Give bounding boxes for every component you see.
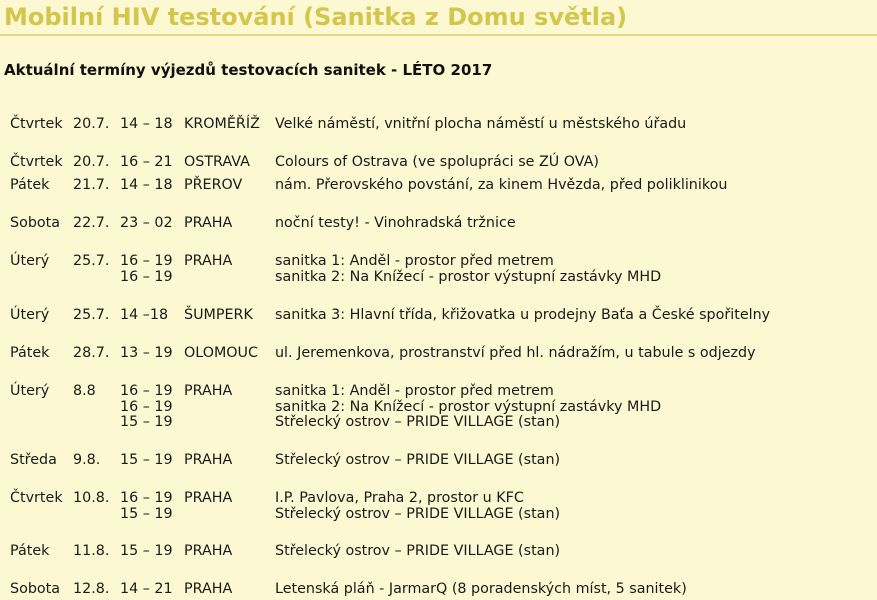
- city: OSTRAVA: [184, 154, 250, 170]
- time-range-line: 15 – 19: [120, 452, 173, 468]
- date: 8.8: [73, 383, 96, 399]
- date: 25.7.: [73, 253, 110, 269]
- time-range-line: 14 – 21: [120, 581, 173, 597]
- schedule-list: [10, 0, 877, 600]
- location-line: Střelecký ostrov – PRIDE VILLAGE (stan): [275, 452, 561, 468]
- weekday: Pátek: [10, 177, 50, 193]
- city: ŠUMPERK: [184, 307, 253, 323]
- location: [275, 453, 560, 469]
- time-range-line: 16 – 19: [120, 398, 173, 415]
- location-line: Střelecký ostrov – PRIDE VILLAGE (stan): [275, 543, 561, 559]
- location-line: ul. Jeremenkova, prostranství před hl. nádražím, u tabule s odjezdy: [275, 345, 756, 361]
- date: 9.8.: [73, 452, 101, 468]
- location-line: nám. Přerovského povstání, za kinem Hvězda, před poliklinikou: [275, 177, 728, 193]
- time-range-line: 16 – 21: [120, 154, 173, 170]
- location-line: Střelecký ostrov – PRIDE VILLAGE (stan): [275, 505, 561, 522]
- city: PRAHA: [184, 452, 233, 468]
- time-range: [120, 544, 173, 560]
- location-line: Colours of Ostrava (ve spolupráci se ZÚ OVA): [275, 154, 600, 170]
- location-line: sanitka 2: Na Knížecí - prostor výstupní zastávky MHD: [275, 398, 662, 415]
- location: [275, 216, 516, 232]
- location-line: sanitka 2: Na Knížecí - prostor výstupní zastávky MHD: [275, 268, 662, 285]
- location-line: noční testy! - Vinohradská tržnice: [275, 215, 516, 231]
- time-range-line: 14 – 18: [120, 177, 173, 193]
- location-line: Letenská pláň - JarmarQ (8 poradenských míst, 5 sanitek): [275, 581, 687, 597]
- time-range: [120, 491, 173, 522]
- city: PRAHA: [184, 543, 233, 559]
- weekday: Úterý: [10, 383, 50, 399]
- date: 20.7.: [73, 116, 110, 132]
- weekday: Čtvrtek: [10, 116, 63, 132]
- date: 11.8.: [73, 543, 110, 559]
- location-line: Velké náměstí, vnitřní plocha náměstí u městského úřadu: [275, 116, 687, 132]
- page-title: Mobilní HIV testování (Sanitka z Domu světla): [4, 3, 628, 31]
- city: PŘEROV: [184, 177, 243, 193]
- city: PRAHA: [184, 581, 233, 597]
- weekday: Středa: [10, 452, 57, 468]
- weekday: Úterý: [10, 253, 50, 269]
- time-range-line: 16 – 19: [120, 490, 173, 506]
- time-range-line: 15 – 19: [120, 505, 173, 522]
- time-range-line: 14 – 18: [120, 116, 173, 132]
- location: [275, 254, 661, 285]
- location: [275, 384, 661, 431]
- location-line: sanitka 1: Anděl - prostor před metrem: [275, 383, 554, 399]
- location: [275, 308, 770, 324]
- city: PRAHA: [184, 253, 233, 269]
- time-range-line: 15 – 19: [120, 414, 173, 430]
- weekday: Sobota: [10, 581, 61, 597]
- location-line: Střelecký ostrov – PRIDE VILLAGE (stan): [275, 414, 561, 430]
- time-range-line: 16 – 19: [120, 383, 173, 399]
- city: PRAHA: [184, 383, 233, 399]
- time-range: [120, 582, 173, 598]
- date: 21.7.: [73, 177, 110, 193]
- time-range-line: 16 – 19: [120, 268, 173, 285]
- location: [275, 178, 727, 194]
- location: [275, 544, 560, 560]
- weekday: Pátek: [10, 543, 50, 559]
- time-range: [120, 216, 173, 232]
- date: 12.8.: [73, 581, 110, 597]
- time-range: [120, 308, 168, 324]
- time-range-line: 16 – 19: [120, 253, 173, 269]
- time-range: [120, 453, 173, 469]
- time-range-line: 14 –18: [120, 307, 169, 323]
- city: OLOMOUC: [184, 345, 258, 361]
- location-line: sanitka 1: Anděl - prostor před metrem: [275, 253, 554, 269]
- time-range: [120, 384, 173, 431]
- location-line: sanitka 3: Hlavní třída, křižovatka u prodejny Baťa a České spořitelny: [275, 307, 771, 323]
- time-range: [120, 117, 173, 133]
- date: 28.7.: [73, 345, 110, 361]
- date: 20.7.: [73, 154, 110, 170]
- weekday: Úterý: [10, 307, 50, 323]
- time-range-line: 13 – 19: [120, 345, 173, 361]
- city: PRAHA: [184, 490, 233, 506]
- location: [275, 582, 687, 598]
- location-line: I.P. Pavlova, Praha 2, prostor u KFC: [275, 490, 524, 506]
- time-range-line: 23 – 02: [120, 215, 173, 231]
- location: [275, 155, 599, 171]
- time-range: [120, 254, 173, 285]
- schedule-heading: Aktuální termíny výjezdů testovacích sanitek - LÉTO 2017: [4, 61, 493, 79]
- location: [275, 491, 560, 522]
- city: PRAHA: [184, 215, 233, 231]
- weekday: Sobota: [10, 215, 61, 231]
- weekday: Čtvrtek: [10, 490, 63, 506]
- time-range-line: 15 – 19: [120, 543, 173, 559]
- date: 22.7.: [73, 215, 110, 231]
- weekday: Pátek: [10, 345, 50, 361]
- date: 10.8.: [73, 490, 110, 506]
- time-range: [120, 155, 173, 171]
- date: 25.7.: [73, 307, 110, 323]
- time-range: [120, 178, 173, 194]
- location: [275, 346, 756, 362]
- city: KROMĚŘÍŽ: [184, 116, 260, 132]
- weekday: Čtvrtek: [10, 154, 63, 170]
- time-range: [120, 346, 173, 362]
- location: [275, 117, 686, 133]
